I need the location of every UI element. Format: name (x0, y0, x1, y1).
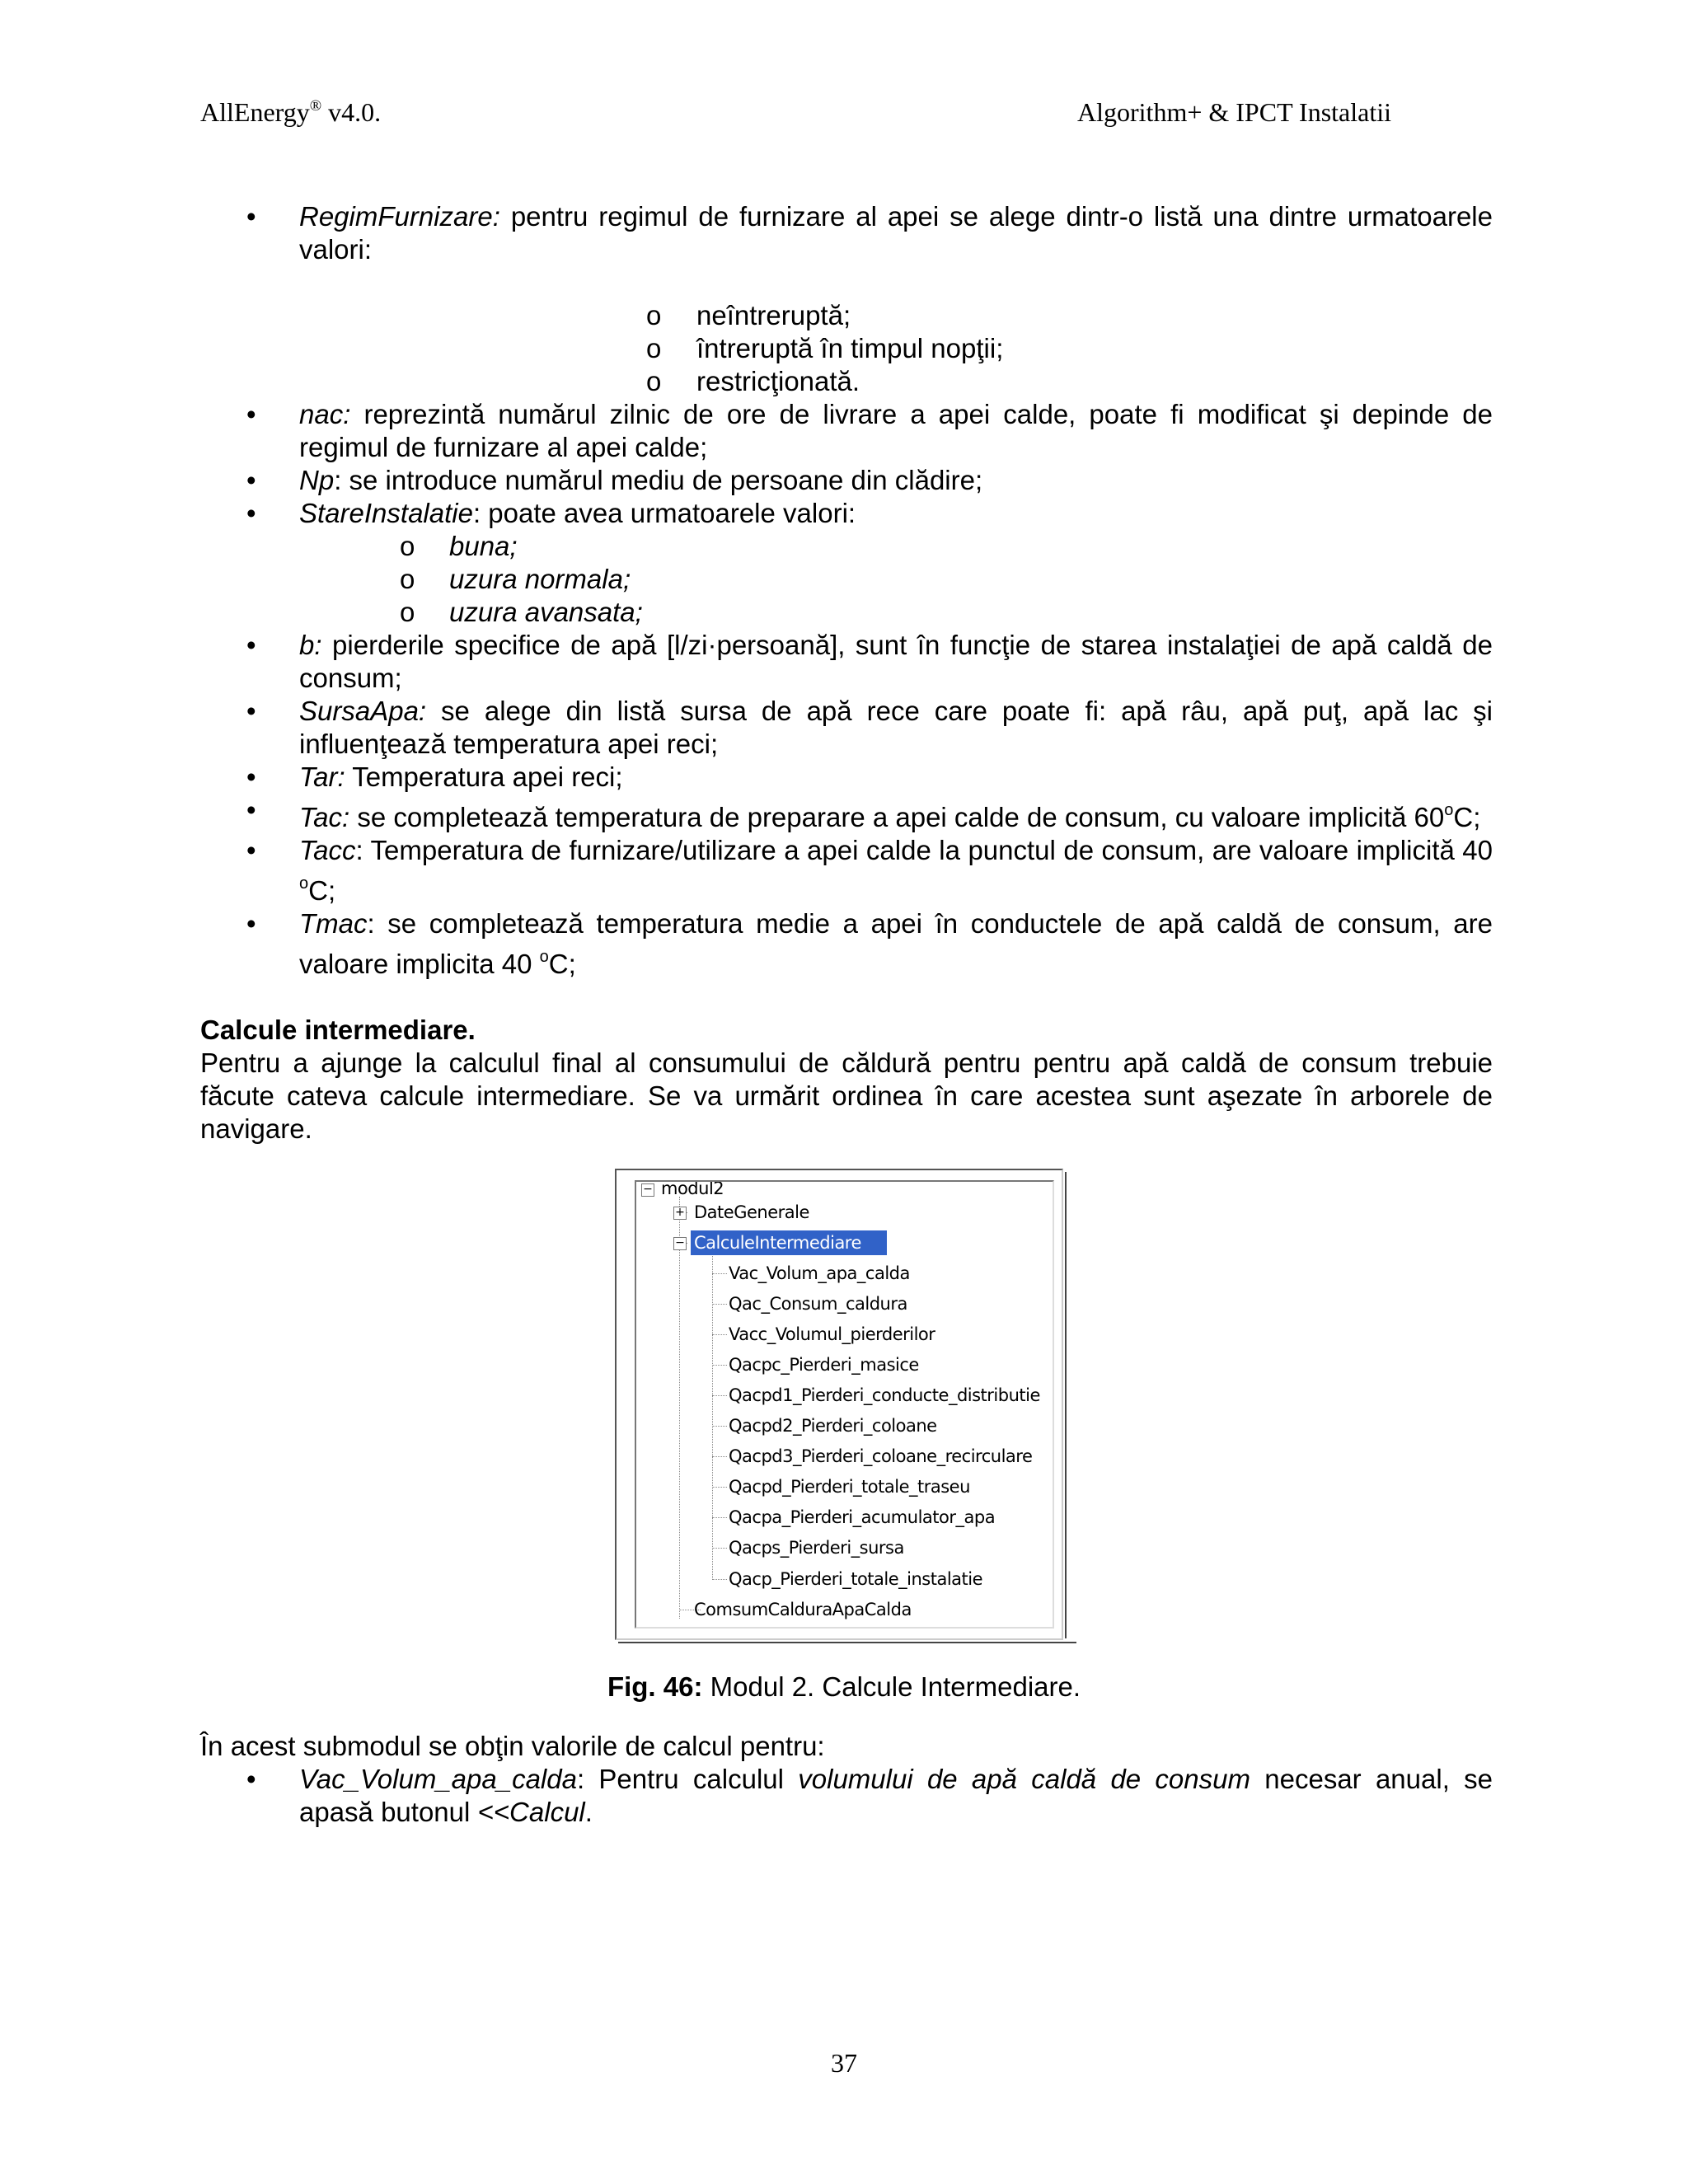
bullet-np: • Np: se introduce numărul mediu de persoane din clădire; (200, 464, 1493, 497)
bullet-vac: • Vac_Volum_apa_calda: Pentru calculul volumului de apă caldă de consum necesar anual, se apasă butonul <<Calcul. (200, 1763, 1493, 1829)
tree-connector (712, 1334, 727, 1335)
bullet-nac: • nac: reprezintă numărul zilnic de ore de livrare a apei calde, poate fi modificat şi depinde de regimul de furnizare al apei calde; (200, 398, 1493, 464)
figure-label: Fig. 46: (607, 1671, 703, 1702)
header-left (200, 97, 381, 128)
tree-frame-edge (1065, 1172, 1075, 1638)
registered-mark: ® (309, 97, 322, 115)
section-paragraph: Pentru a ajunge la calculul final al consumului de căldură pentru pentru apă caldă de consum trebuie făcute cateva calcule intermediare. Se va urmărit ordinea în care acestea sunt aşezate în arborele de navigare. (200, 1047, 1493, 1144)
tree-node-consum-caldura[interactable]: ComsumCalduraApaCalda (694, 1600, 912, 1619)
tree-connector (712, 1426, 727, 1427)
submodule-description (200, 1730, 1493, 1829)
tree-node-child[interactable]: Qacp_Pierderi_totale_instalatie (729, 1569, 983, 1589)
bullet-b: • b: pierderile specifice de apă [l/zi·persoană], sunt în funcţie de starea instalaţiei de apă caldă de consum; (200, 629, 1493, 695)
page-number: 37 (831, 2048, 857, 2078)
tree-node-child[interactable]: Qacpd2_Pierderi_coloane (729, 1416, 937, 1436)
figure-caption-text: Modul 2. Calcule Intermediare. (702, 1671, 1081, 1702)
regim-option-1: o neîntreruptă; (200, 299, 1493, 332)
tree-node-calcule-intermediare[interactable]: CalculeIntermediare (691, 1230, 887, 1255)
bullet-regim-furnizare: • RegimFurnizare: pentru regimul de furnizare al apei se alege dintr-o listă una dintre urmatoarele valori: (200, 200, 1493, 266)
stare-option-1: o buna; (200, 530, 1493, 563)
bullet-tmac: • Tmac: se completează temperatura medie a apei în conductele de apă caldă de consum, are valoare implicita 40 $^o$C; (200, 907, 1493, 981)
tree-panel (615, 1169, 1063, 1640)
tree-frame-edge (618, 1642, 1076, 1647)
tree-view (635, 1180, 1054, 1629)
tree-node-child[interactable]: Qacpc_Pierderi_masice (729, 1355, 919, 1375)
tree-connector (712, 1487, 727, 1488)
tree-node-child[interactable]: Qacpd3_Pierderi_coloane_recirculare (729, 1446, 1033, 1466)
tree-node-child[interactable]: Vac_Volum_apa_calda (729, 1263, 910, 1283)
bullet-tacc: • Tacc: Temperatura de furnizare/utilizare a apei calde la punctul de consum, are valoare implicită 40 $^o$C; (200, 834, 1493, 907)
bullet-sursa-apa: • SursaApa: se alege din listă sursa de apă rece care poate fi: apă râu, apă puţ, apă lac şi influenţează temperatura apei reci; (200, 695, 1493, 761)
tree-node-date-generale[interactable]: DateGenerale (694, 1202, 809, 1222)
tree-node-child[interactable]: Qacps_Pierderi_sursa (729, 1538, 904, 1558)
tree-node-child[interactable]: Qacpd1_Pierderi_conducte_distributie (729, 1385, 1040, 1405)
regim-option-2: o întreruptă în timpul nopţii; (200, 332, 1493, 365)
tree-connector (712, 1517, 727, 1518)
tree-connector (679, 1197, 680, 1619)
tree-connector (712, 1456, 727, 1457)
collapse-toggle-icon[interactable]: − (641, 1183, 654, 1197)
stare-option-2: o uzura normala; (200, 563, 1493, 596)
parameter-list (200, 200, 1493, 1146)
collapse-toggle-icon[interactable]: − (673, 1237, 687, 1250)
header-version: v4.0. (321, 97, 382, 127)
bullet-tar: • Tar: Temperatura apei reci; (200, 761, 1493, 794)
tree-connector (712, 1579, 727, 1580)
tree-node-child[interactable]: Qacpa_Pierderi_acumulator_apa (729, 1507, 996, 1527)
bullet-stare-instalatie: • StareInstalatie: poate avea urmatoarele valori: (200, 497, 1493, 530)
header-right: Algorithm+ & IPCT Instalatii (1077, 97, 1391, 127)
tree-connector (712, 1395, 727, 1396)
header-product: AllEnergy (200, 97, 310, 127)
tree-connector (712, 1548, 727, 1549)
tree-connector (712, 1273, 727, 1274)
submodule-intro: În acest submodul se obţin valorile de calcul pentru: (200, 1731, 825, 1761)
bullet-tac: • Tac: se completează temperatura de preparare a apei calde de consum, cu valoare implicită 60$^o$C; (200, 794, 1493, 834)
stare-option-3: o uzura avansata; (200, 596, 1493, 629)
spacer (200, 266, 1493, 299)
navigation-tree-figure (615, 1169, 1076, 1647)
regim-option-3: o restricţionată. (200, 365, 1493, 398)
expand-toggle-icon[interactable]: + (673, 1207, 687, 1220)
tree-connector (712, 1365, 727, 1366)
tree-node-root[interactable]: modul2 (661, 1180, 724, 1198)
figure-caption (0, 1671, 1688, 1703)
tree-node-child[interactable]: Vacc_Volumul_pierderilor (729, 1324, 935, 1344)
tree-node-child[interactable]: Qac_Consum_caldura (729, 1294, 907, 1314)
tree-connector (712, 1304, 727, 1305)
tree-node-child[interactable]: Qacpd_Pierderi_totale_traseu (729, 1477, 970, 1497)
section-title: Calcule intermediare. (200, 1015, 476, 1045)
